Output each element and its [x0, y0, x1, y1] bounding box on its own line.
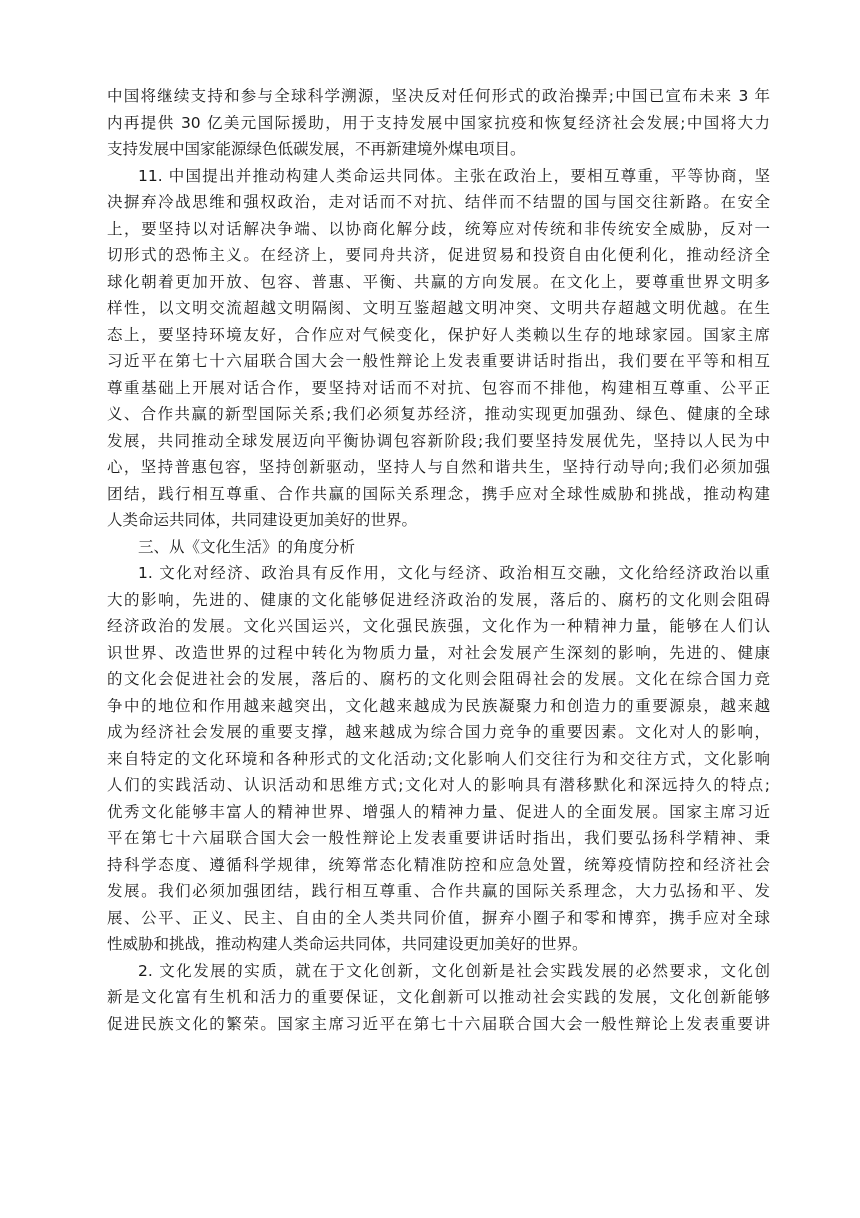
text-line: 心，坚持普惠包容，坚持创新驱动，坚持人与自然和谐共生，坚持行动导向;我们必须加强 [107, 458, 770, 476]
text-line: 尊重基础上开展对话合作，要坚持对话而不对抗、包容而不排他，构建相互尊重、公平正 [107, 378, 770, 397]
text-line: 成为经济社会发展的重要支撑，越来越成为综合国力竞争的重要因素。文化对人的影响， [107, 723, 770, 741]
text-line: 平在第七十六届联合国大会一般性辩论上发表重要讲话时指出，我们要弘扬科学精神、秉 [107, 829, 770, 847]
text-line: 习近平在第七十六届联合国大会一般性辩论上发表重要讲话时指出，我们要在平等和相互 [107, 352, 770, 370]
text-line: 人类命运共同体，共同建设更加美好的世界。 [107, 511, 418, 529]
text-line: 大的影响，先进的、健康的文化能够促进经济政治的发展，落后的、腐朽的文化则会阻碍 [107, 590, 770, 609]
text-line: 1. 文化对经济、政治具有反作用，文化与经济、政治相互交融，文化给经济政治以重 [138, 564, 770, 582]
text-line: 人们的实践活动、认识活动和思维方式;文化对人的影响具有潜移默化和深远持久的特点; [107, 776, 770, 794]
text-line: 来自特定的文化环境和各种形式的文化活动;文化影响人们交往行为和交往方式，文化影响 [107, 749, 770, 768]
text-line: 三、从《文化生活》的角度分析 [138, 537, 356, 556]
text-line: 切形式的恐怖主义。在经济上，要同舟共济，促进贸易和投资自由化便利化，推动经济全 [107, 246, 770, 264]
text-line: 11. 中国提出并推动构建人类命运共同体。主张在政治上，要相互尊重，平等协商，坚 [138, 166, 770, 185]
text-line: 支持发展中国家能源绿色低碳发展，不再新建境外煤电项目。 [107, 140, 526, 158]
text-line: 争中的地位和作用越来越突出，文化越来越成为民族凝聚力和创造力的重要源泉，越来越 [107, 696, 770, 715]
text-line: 2. 文化发展的实质，就在于文化创新，文化创新是社会实践发展的必然要求，文化创 [138, 961, 770, 980]
text-line: 持科学态度、遵循科学规律，统筹常态化精准防控和应急处置，统筹疫情防控和经济社会 [107, 855, 770, 874]
text-line: 展、公平、正义、民主、自由的全人类共同价值，摒弃小圈子和零和博弈，携手应对全球 [107, 908, 770, 927]
text-line: 态上，要坚持环境友好，合作应对气候变化，保护好人类赖以生存的地球家园。国家主席 [107, 325, 770, 344]
text-line: 中国将继续支持和参与全球科学溯源，坚决反对任何形式的政治操弄;中国已宣布未来 3 年 [107, 87, 770, 105]
text-line: 的文化会促进社会的发展，落后的、腐朽的文化则会阻碍社会的发展。文化在综合国力竞 [107, 670, 770, 688]
text-line: 内再提供 30 亿美元国际援助，用于支持发展中国家抗疫和恢复经济社会发展;中国将大力 [107, 113, 770, 132]
text-line: 发展。我们必须加强团结，践行相互尊重、合作共赢的国际关系理念，大力弘扬和平、发 [107, 882, 770, 900]
text-line: 优秀文化能够丰富人的精神世界、增强人的精神力量、促进人的全面发展。国家主席习近 [107, 802, 770, 821]
text-line: 发展，共同推动全球发展迈向平衡协调包容新阶段;我们要坚持发展优先，坚持以人民为中 [107, 431, 770, 450]
text-line: 上，要坚持以对话解决争端、以协商化解分歧，统筹应对传统和非传统安全威胁，反对一 [107, 219, 770, 238]
text-line: 识世界、改造世界的过程中转化为物质力量，对社会发展产生深刻的影响，先进的、健康 [107, 643, 770, 662]
text-line: 样性，以文明交流超越文明隔阂、文明互鉴超越文明冲突、文明共存超越文明优越。在生 [107, 299, 770, 317]
document-body [107, 83, 770, 1037]
text-line: 球化朝着更加开放、包容、普惠、平衡、共赢的方向发展。在文化上，要尊重世界文明多 [107, 272, 770, 291]
text-line: 性威胁和挑战，推动构建人类命运共同体，共同建设更加美好的世界。 [107, 935, 588, 953]
text-line: 团结，践行相互尊重、合作共赢的国际关系理念，携手应对全球性威胁和挑战，推动构建 [107, 484, 770, 503]
text-line: 新是文化富有生机和活力的重要保证，文化創新可以推动社会实践的发展，文化创新能够 [107, 988, 770, 1006]
text-line: 决摒弃冷战思维和强权政治，走对话而不对抗、结伴而不结盟的国与国交往新路。在安全 [107, 193, 770, 211]
text-line: 促进民族文化的繁荣。国家主席习近平在第七十六届联合国大会一般性辩论上发表重要讲 [107, 1014, 770, 1033]
text-line: 义、合作共赢的新型国际关系;我们必须复苏经济，推动实现更加强劲、绿色、健康的全球 [107, 405, 770, 423]
text-line: 经济政治的发展。文化兴国运兴，文化强民族强，文化作为一种精神力量，能够在人们认 [107, 617, 770, 635]
